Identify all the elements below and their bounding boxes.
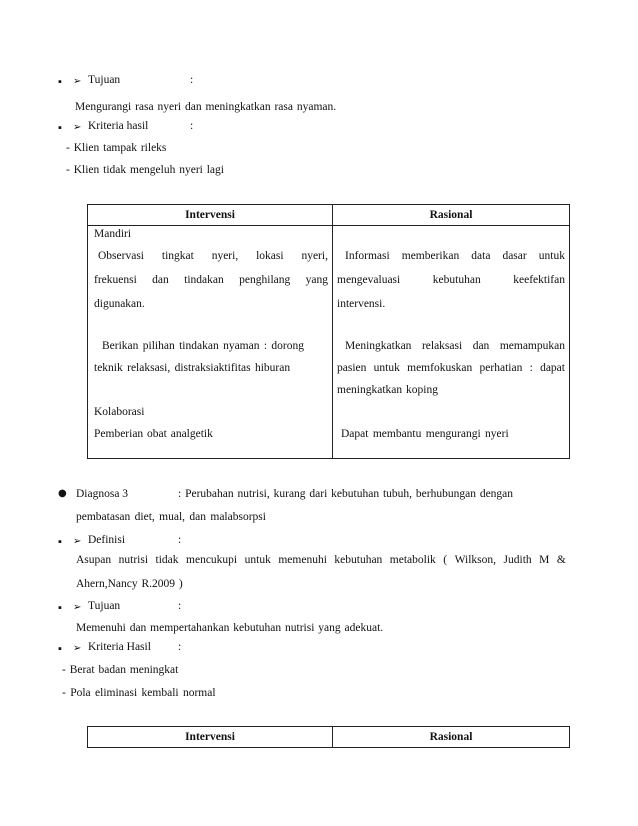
square-bullet-icon: ▪ <box>58 643 62 655</box>
header-rasional: Rasional <box>333 727 570 748</box>
informasi-line: Informasi memberikan data dasar untuk <box>345 250 565 262</box>
tujuan-colon: : <box>190 74 194 86</box>
square-bullet-icon: ▪ <box>58 536 62 548</box>
relaksasi-line: meningkatkan koping <box>337 384 438 396</box>
informasi-line: mengevaluasi kebutuhan keefektifan <box>337 274 565 286</box>
header-intervensi: Intervensi <box>88 205 333 226</box>
informasi-line: intervensi. <box>337 298 386 310</box>
intervention-table <box>87 204 570 459</box>
kriteria-item: - Klien tampak rileks <box>66 142 167 154</box>
arrow-bullet-icon: ➢ <box>73 602 82 613</box>
intervensi-cell <box>88 226 332 458</box>
kriteria-label: Kriteria hasil <box>88 120 149 132</box>
square-bullet-icon: ▪ <box>58 602 62 614</box>
arrow-bullet-icon: ➢ <box>73 76 82 87</box>
kolaborasi-label: Kolaborasi <box>94 406 145 418</box>
observasi-line: Observasi tingkat nyeri, lokasi nyeri, <box>98 250 328 262</box>
square-bullet-icon: ▪ <box>58 76 62 88</box>
berikan-line: Berikan pilihan tindakan nyaman : dorong <box>102 340 304 352</box>
relaksasi-line: pasien untuk memfokuskan perhatian : dapat <box>337 362 565 374</box>
tujuan-label: Tujuan <box>88 74 121 86</box>
definisi-label: Definisi <box>88 534 126 546</box>
kriteria-label: Kriteria Hasil <box>88 641 151 653</box>
diagnosa-text: pembatasan diet, mual, dan malabsorpsi <box>76 511 266 523</box>
header-rasional: Rasional <box>333 205 570 226</box>
tujuan-label: Tujuan <box>88 600 121 612</box>
square-bullet-icon: ▪ <box>58 122 62 134</box>
tujuan-text: Mengurangi rasa nyeri dan meningkatkan rasa nyaman. <box>75 101 337 113</box>
diagnosa-label: Diagnosa 3 <box>76 488 129 500</box>
observasi-line: frekuensi dan tindakan penghilang yang <box>94 274 328 286</box>
observasi-line: digunakan. <box>94 298 145 310</box>
header-intervensi: Intervensi <box>88 727 333 748</box>
relaksasi-line: Meningkatkan relaksasi dan memampukan <box>345 340 565 352</box>
tujuan-text: Memenuhi dan mempertahankan kebutuhan nutrisi yang adekuat. <box>76 622 384 634</box>
round-bullet-icon: ● <box>58 488 67 499</box>
kriteria-item: - Berat badan meningkat <box>62 664 179 676</box>
arrow-bullet-icon: ➢ <box>73 643 82 654</box>
intervention-table <box>87 726 570 748</box>
membantu-line: Dapat membantu mengurangi nyeri <box>341 428 509 440</box>
definisi-colon: : <box>178 534 182 546</box>
tujuan-colon: : <box>178 600 182 612</box>
arrow-bullet-icon: ➢ <box>73 536 82 547</box>
analgetik-line: Pemberian obat analgetik <box>94 428 213 440</box>
kriteria-item: - Pola eliminasi kembali normal <box>62 687 216 699</box>
kriteria-colon: : <box>190 120 194 132</box>
definisi-line: Asupan nutrisi tidak mencukupi untuk memenuhi kebutuhan metabolik ( Wilkson, Judith M & <box>76 554 566 566</box>
berikan-line: teknik relaksasi, distraksiaktifitas hiburan <box>94 362 291 374</box>
kriteria-item: - Klien tidak mengeluh nyeri lagi <box>66 164 224 176</box>
arrow-bullet-icon: ➢ <box>73 122 82 133</box>
mandiri-label: Mandiri <box>94 228 132 240</box>
rasional-cell <box>333 226 569 458</box>
kriteria-colon: : <box>178 641 182 653</box>
definisi-line: Ahern,Nancy R.2009 ) <box>76 578 183 590</box>
diagnosa-text: : Perubahan nutrisi, kurang dari kebutuhan tubuh, berhubungan dengan <box>178 488 514 500</box>
